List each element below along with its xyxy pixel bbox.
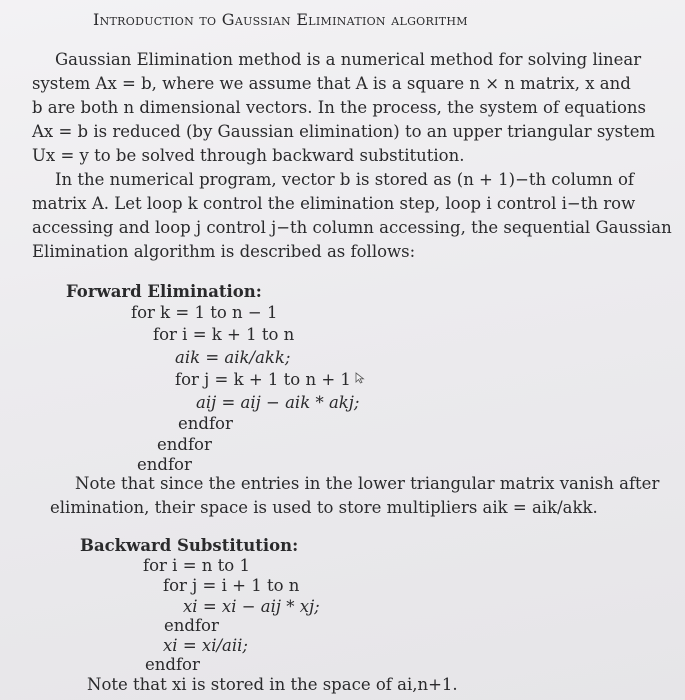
- code-line: endfor: [164, 616, 219, 635]
- intro-paragraph: [32, 48, 656, 168]
- code-line: endfor: [157, 435, 212, 454]
- intro-line: Ux = y to be solved through backward substitution.: [32, 146, 465, 165]
- forward-elimination-title: Forward Elimination:: [66, 282, 262, 301]
- note-line: Note that since the entries in the lower triangular matrix vanish after: [75, 474, 660, 493]
- code-line: aik = aik/akk;: [175, 348, 291, 367]
- intro-line: Ax = b is reduced (by Gaussian elimination) to an upper triangular system: [32, 122, 656, 141]
- code-line: endfor: [137, 455, 192, 474]
- code-line: xi = xi − aij * xj;: [183, 597, 320, 616]
- multiplier-note: [50, 472, 660, 520]
- code-line: for j = k + 1 to n + 1: [175, 370, 351, 389]
- program-paragraph: [32, 168, 672, 264]
- backward-substitution-title: Backward Substitution:: [80, 536, 299, 555]
- program-line: accessing and loop j control j−th column accessing, the sequential Gaussian: [32, 218, 672, 237]
- program-line: matrix A. Let loop k control the elimination step, loop i control i−th row: [32, 194, 636, 213]
- storage-note: Note that xi is stored in the space of ai,n+1.: [87, 675, 458, 694]
- intro-line: system Ax = b, where we assume that A is a square n × n matrix, x and: [32, 74, 631, 93]
- code-line: for i = k + 1 to n: [153, 325, 295, 344]
- program-line: In the numerical program, vector b is stored as (n + 1)−th column of: [55, 170, 635, 189]
- code-line: xi = xi/aii;: [163, 636, 248, 655]
- code-line: for i = n to 1: [143, 556, 250, 575]
- program-line: Elimination algorithm is described as follows:: [32, 242, 416, 261]
- intro-line: b are both n dimensional vectors. In the process, the system of equations: [32, 98, 646, 117]
- code-line: aij = aij − aik * akj;: [196, 393, 360, 412]
- cursor-arrow-icon: [355, 372, 365, 384]
- code-line: endfor: [145, 655, 200, 674]
- intro-line: Gaussian Elimination method is a numerical method for solving linear: [55, 50, 642, 69]
- code-line: endfor: [178, 414, 233, 433]
- note-line: elimination, their space is used to store multipliers aik = aik/akk.: [50, 498, 598, 517]
- code-line: for k = 1 to n − 1: [131, 303, 278, 322]
- section-heading: Introduction to Gaussian Elimination algorithm: [93, 10, 468, 29]
- code-line: for j = i + 1 to n: [163, 576, 300, 595]
